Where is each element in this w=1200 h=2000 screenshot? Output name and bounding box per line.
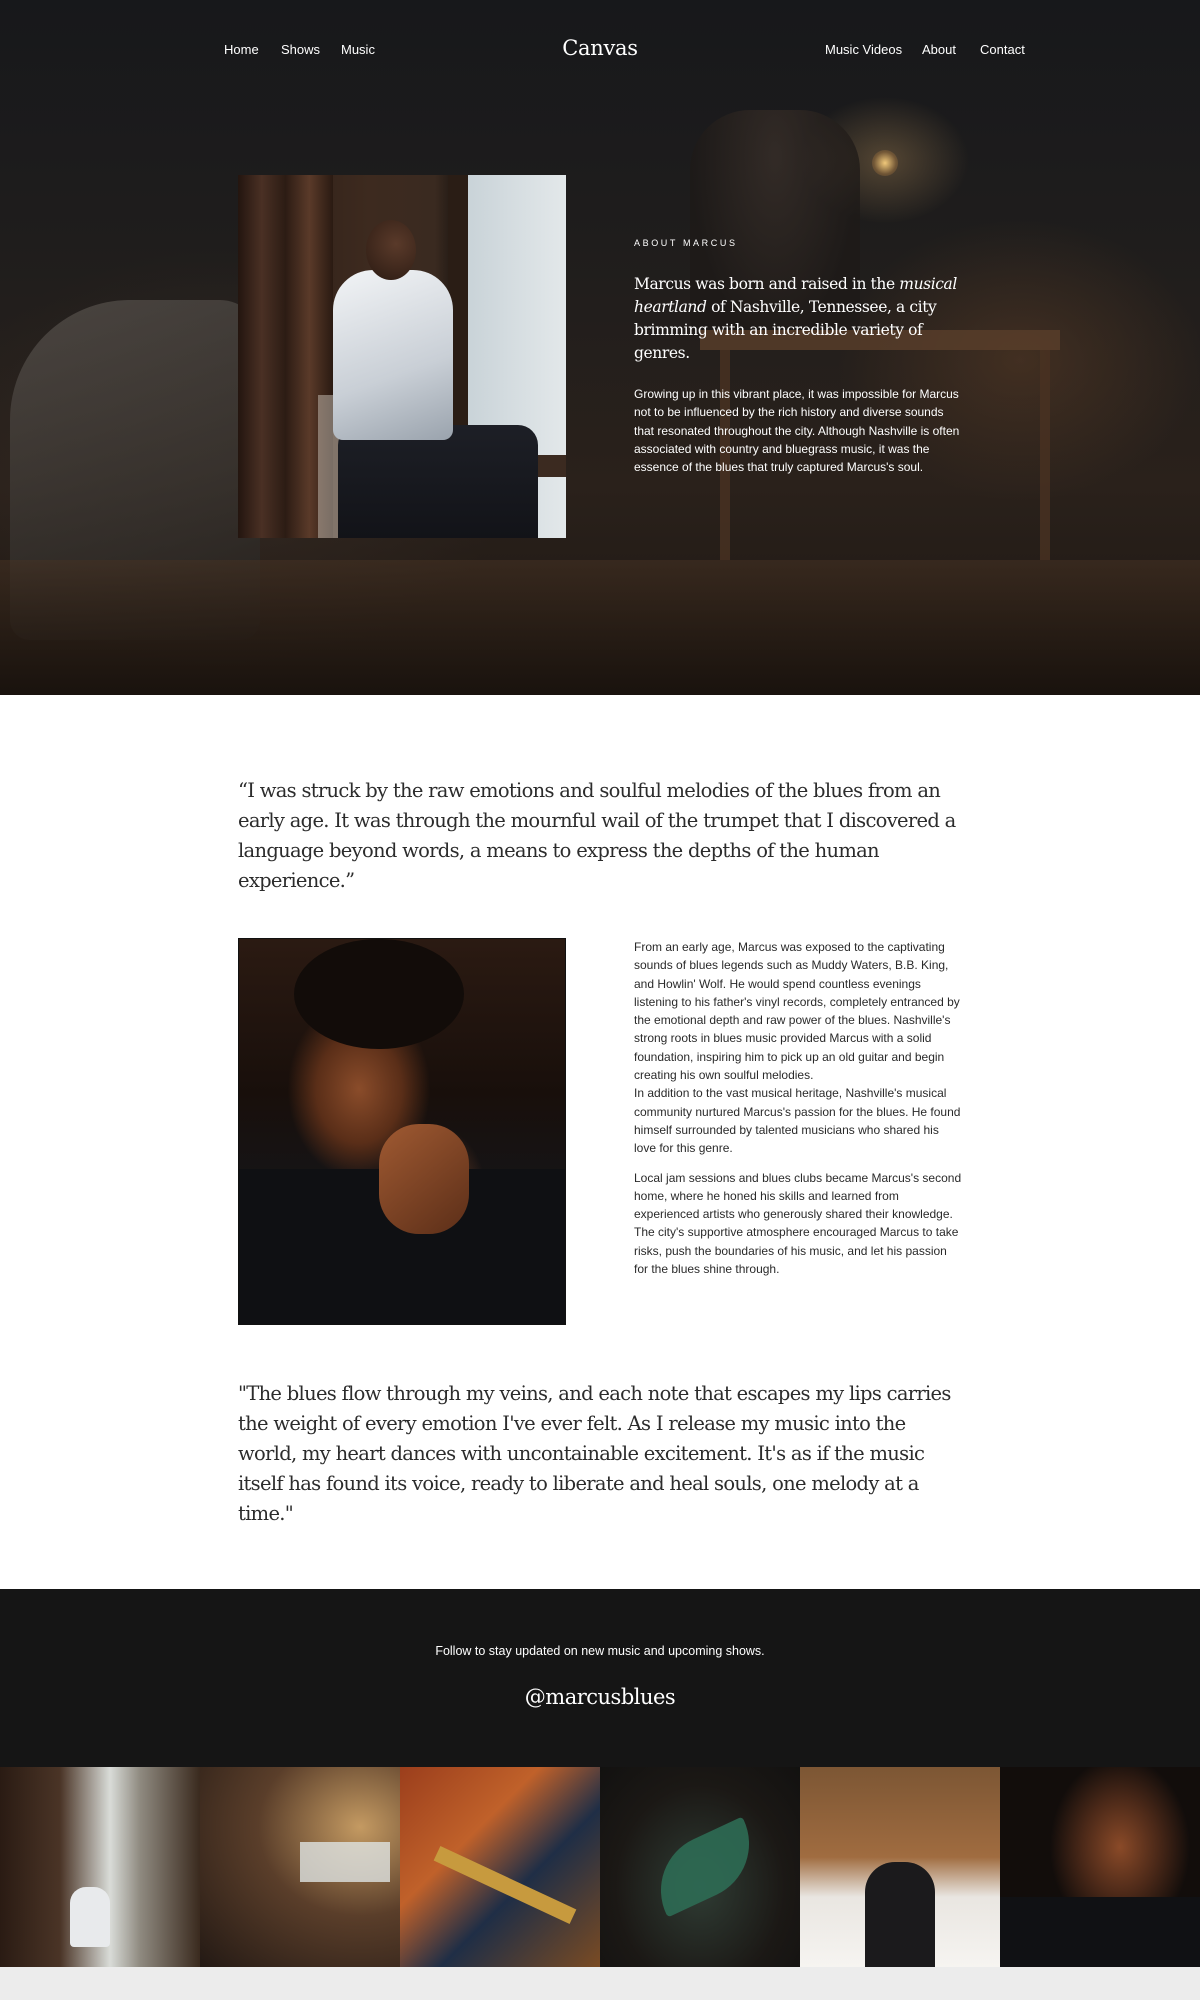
main-nav xyxy=(0,0,1200,100)
gallery-image[interactable] xyxy=(200,1767,400,1967)
bio-paragraph-3: Local jam sessions and blues clubs became Marcus's second home, where he honed his skills and learned from experienced artists who generously shared their knowledge. The city's supportive atmosphere encouraged Marcus to take risks, push the boundaries of his music, and let his passion for the blues shine through. xyxy=(634,1170,962,1277)
bio-portrait-photo xyxy=(238,938,566,1325)
about-lead-emphasis: musical heartland xyxy=(634,275,957,316)
figure-shirt xyxy=(333,270,453,440)
bio-text xyxy=(634,938,964,1289)
follow-section xyxy=(0,1589,1200,1767)
follow-message: Follow to stay updated on new music and upcoming shows. xyxy=(435,1644,765,1658)
bio-paragraph-1-text: From an early age, Marcus was exposed to the captivating sounds of blues legends such as Muddy Waters, B.B. King, and Howlin' Wolf. He would spend countless evenings listening to his father's vinyl records, completely entranced by the emotional depth and raw power of the blues. Nashville's strong roots in blues music provided Marcus with a solid foundation, inspiring him to pick up an old guitar and begin creating his own soulful melodies. xyxy=(634,940,960,1083)
gallery-image[interactable] xyxy=(400,1767,600,1967)
figure-head xyxy=(366,220,416,280)
about-eyebrow: ABOUT MARCUS xyxy=(634,238,738,248)
pull-quote-2: "The blues flow through my veins, and each note that escapes my lips carries the weight of every emotion I've ever felt. As I release my music into the world, my heart dances with uncontainable excitement. It's as if the music itself has found its voice, ready to liberate and heal souls, one melody at a time." xyxy=(238,1382,951,1525)
about-body: Growing up in this vibrant place, it was impossible for Marcus not to be influenced by the rich history and diverse sounds that resonated throughout the city. Although Nashville is often associated with country and bluegrass music, it was the essence of the blues that truly captured Marcus's soul. xyxy=(634,387,960,475)
wall-lamp xyxy=(872,150,898,176)
about-lead-part2: of Nashville, Tennessee, a city brimming with an incredible variety of genres. xyxy=(634,298,937,362)
table-leg xyxy=(1040,350,1050,560)
nav-about[interactable]: About xyxy=(922,42,956,57)
about-lead xyxy=(634,273,964,365)
about-lead-part1: Marcus was born and raised in the xyxy=(634,275,900,293)
hero-section xyxy=(0,0,1200,695)
gallery-image[interactable] xyxy=(800,1767,1000,1967)
figure-hand xyxy=(379,1124,469,1234)
gallery-image[interactable] xyxy=(0,1767,200,1967)
bio-paragraph-1 xyxy=(634,938,964,1158)
hero-portrait-photo xyxy=(238,175,566,538)
nav-contact[interactable]: Contact xyxy=(980,42,1025,57)
gallery-image[interactable] xyxy=(600,1767,800,1967)
footer-strip xyxy=(0,1967,1200,2000)
figure-legs xyxy=(338,425,538,538)
nav-music[interactable]: Music xyxy=(341,42,375,57)
nav-music-videos[interactable]: Music Videos xyxy=(825,42,903,57)
nav-shows[interactable]: Shows xyxy=(281,42,321,57)
floor xyxy=(0,560,1200,695)
site-logo[interactable]: Canvas xyxy=(562,36,638,60)
instagram-handle-link[interactable]: @marcusblues xyxy=(524,1685,676,1709)
bio-paragraph-2-text: In addition to the vast musical heritage, Nashville's musical community nurtured Marcus's passion for the blues. He found himself surrounded by talented musicians who shared his love for this genre. xyxy=(634,1086,961,1156)
figure-hair xyxy=(294,939,464,1049)
about-block xyxy=(634,238,964,476)
gallery-image[interactable] xyxy=(1000,1767,1200,1967)
pull-quote-1: “I was struck by the raw emotions and soulful melodies of the blues from an early age. It was through the mournful wail of the trumpet that I discovered a language beyond words, a means to express the depths of the human experience.” xyxy=(238,779,956,892)
instagram-gallery xyxy=(0,1767,1200,1967)
nav-home[interactable]: Home xyxy=(224,42,259,57)
